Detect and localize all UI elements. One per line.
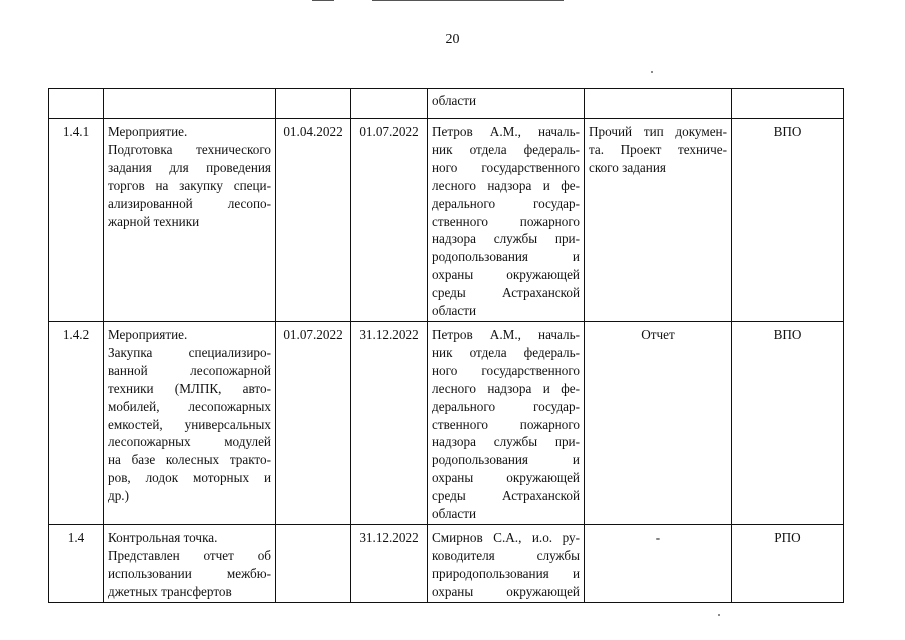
scan-speck <box>651 71 653 73</box>
event-line: торгов на закупку специ- <box>108 177 271 193</box>
document-line: Отчет <box>641 326 675 342</box>
responsible-line: лесного надзора и фе- <box>432 177 580 193</box>
scan-speck <box>718 614 720 616</box>
document-line: та. Проект техниче- <box>589 141 727 157</box>
cell-level <box>732 89 844 119</box>
cell-event <box>104 119 276 322</box>
cell-start: 01.04.2022 <box>276 119 351 322</box>
responsible-line: Петров А.М., началь- <box>432 326 580 342</box>
responsible-line: надзора службы при- <box>432 434 580 450</box>
event-line: Контрольная точка. <box>108 529 218 545</box>
document-line: ского задания <box>589 159 666 175</box>
responsible-line: ственного пожарного <box>432 213 580 229</box>
cell-document <box>585 119 732 322</box>
event-line: на базе колесных тракто- <box>108 452 271 468</box>
event-line: лесопожарных модулей <box>108 434 271 450</box>
event-line: др.) <box>108 488 129 504</box>
event-line: техники (МЛПК, авто- <box>108 380 271 396</box>
responsible-line: родопользования и <box>432 249 580 265</box>
responsible-line: среды Астраханской <box>432 285 580 301</box>
table-row <box>49 321 844 524</box>
table-row-continuation <box>49 89 844 119</box>
responsible-line: охраны окружающей <box>432 583 580 599</box>
event-line: ализированной лесопо- <box>108 195 271 211</box>
cell-document <box>585 89 732 119</box>
responsible-line: среды Астраханской <box>432 488 580 504</box>
responsible-line: природопользования и <box>432 565 580 581</box>
cell-level: РПО <box>732 524 844 602</box>
responsible-line: дерального государ- <box>432 195 580 211</box>
cell-responsible <box>428 524 585 602</box>
cell-level: ВПО <box>732 119 844 322</box>
event-line: жарной техники <box>108 213 200 229</box>
cell-end: 31.12.2022 <box>351 321 428 524</box>
responsible-line: Смирнов С.А., и.о. ру- <box>432 529 580 545</box>
event-line: Мероприятие. <box>108 326 188 342</box>
event-line: мобилей, лесопожарных <box>108 398 271 414</box>
event-line: Закупка специализиро- <box>108 344 271 360</box>
responsible-line: охраны окружающей <box>432 267 580 283</box>
event-line: емкостей, универсальных <box>108 416 271 432</box>
responsible-line: ного государственного <box>432 159 580 175</box>
responsible-line: области <box>432 506 477 522</box>
responsible-line: лесного надзора и фе- <box>432 380 580 396</box>
cell-responsible <box>428 89 585 119</box>
cell-event <box>104 89 276 119</box>
table-row <box>49 524 844 602</box>
cell-document <box>585 524 732 602</box>
responsible-line: ководителя службы <box>432 547 580 563</box>
page-number: 20 <box>445 32 460 47</box>
cell-event <box>104 524 276 602</box>
cell-start <box>276 89 351 119</box>
cell-end: 31.12.2022 <box>351 524 428 602</box>
cell-num <box>49 89 104 119</box>
scan-mark-right <box>372 0 564 1</box>
cell-start <box>276 524 351 602</box>
event-line: Подготовка технического <box>108 141 271 157</box>
responsible-line: области <box>432 93 477 108</box>
table-row <box>49 119 844 322</box>
responsible-line: ник отдела федераль- <box>432 344 580 360</box>
event-line: ров, лодок моторных и <box>108 470 271 486</box>
cell-event <box>104 321 276 524</box>
responsible-line: ник отдела федераль- <box>432 141 580 157</box>
event-line: использовании межбю- <box>108 565 271 581</box>
responsible-line: Петров А.М., началь- <box>432 124 580 139</box>
responsible-line: ственного пожарного <box>432 416 580 432</box>
responsible-line: надзора службы при- <box>432 231 580 247</box>
document-line: - <box>655 529 661 545</box>
cell-end <box>351 89 428 119</box>
responsible-line: дерального государ- <box>432 398 580 414</box>
event-line: Мероприятие. <box>108 124 188 139</box>
plan-table <box>48 88 844 603</box>
document-line: Прочий тип докумен- <box>589 124 727 139</box>
responsible-line: родопользования и <box>432 452 580 468</box>
cell-level: ВПО <box>732 321 844 524</box>
cell-num: 1.4.1 <box>49 119 104 322</box>
responsible-line: области <box>432 303 477 319</box>
responsible-line: охраны окружающей <box>432 470 580 486</box>
scan-mark-left <box>312 0 334 1</box>
cell-end: 01.07.2022 <box>351 119 428 322</box>
event-line: джетных трансфертов <box>108 583 232 599</box>
event-line: ванной лесопожарной <box>108 362 271 378</box>
cell-responsible <box>428 119 585 322</box>
cell-start: 01.07.2022 <box>276 321 351 524</box>
cell-num: 1.4.2 <box>49 321 104 524</box>
responsible-line: ного государственного <box>432 362 580 378</box>
cell-document <box>585 321 732 524</box>
event-line: Представлен отчет об <box>108 547 271 563</box>
cell-responsible <box>428 321 585 524</box>
cell-num: 1.4 <box>49 524 104 602</box>
event-line: задания для проведения <box>108 159 271 175</box>
